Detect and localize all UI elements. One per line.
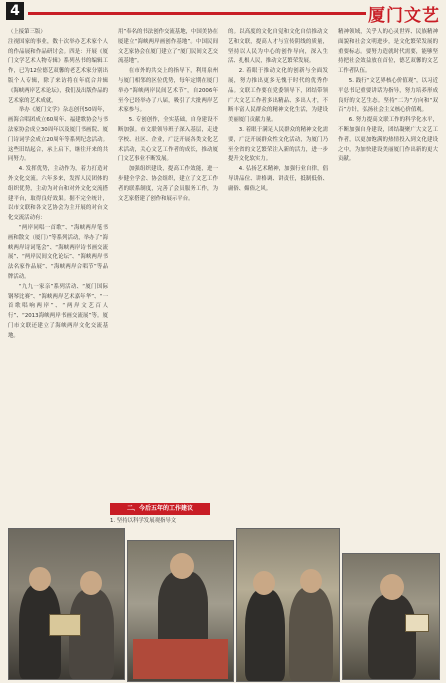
- magazine-title: 厦门文艺: [368, 6, 440, 26]
- photo-signing-table: [127, 540, 234, 682]
- paragraph: 的。以高度的文化自觉和文化自信推动文艺和文联，提高人才与宣传阴线的质量，坚持以人民为中心的创作导向，深入生活、扎根人民，推动文艺繁荣发展。: [228, 29, 328, 65]
- text-column-1: [8, 28, 108, 528]
- section-subhead: 1. 坚持以科学发展观指导文: [110, 518, 177, 524]
- paragraph: 举办《厦门文学》杂志创刊50周年，画海合唱团成立60周年、福建歌协会与书法家协会成立30周年以及厦门书画院、厦门诗词学会成立20周年等系列纪念活动。这些旧结起合，承上启下，继往开来的共同努力。: [8, 107, 108, 163]
- text-column-4: [338, 28, 438, 528]
- paragraph: 2. 着眼于推动文化的创新与全面发展，努力推出更多无愧于时代的优秀作品。文联工作要在党委领导下，团结带领广大文艺工作者多出精品、多出人才，不断丰富人民群众的精神文化生活，为建设美丽厦门贡献力量。: [228, 68, 328, 124]
- paragraph: 用”奉名的书法创作交流基地，中国美协在厦建立“海峡两岸画创作基地”。中国民间文艺家协会在厦门建立了“厦门民间文艺交流基地”。: [118, 29, 218, 65]
- paragraph: 6. 努力提高文联工作的科学化水平，不断加强自身建设，团结凝聚广大文艺工作者，以更加饱满的热情投入到文化建设之中，为加快建设美丽厦门作出新的更大贡献。: [338, 117, 438, 163]
- paragraph: （上接第三版）: [8, 29, 46, 35]
- photo-strip: [0, 528, 446, 683]
- paragraph: “两岸同唱一首歌”、“海峡两岸笔书画和散文（厦门）”等系列活动，举办了“海峡两岸诗词笔会”、“海峡两岸诗书画交流展”、“两岸民间文化论坛”、“海峡两岸书法名家作品展”、“海峡两岸合唱节”等品牌活动。: [8, 224, 108, 280]
- page-number: 4: [6, 2, 24, 20]
- paragraph: 在市外的共交上的指导下，利用泉州与厦门相邻的区位优势，每年定期在厦门举办“海峡两岸民间艺术节”，自2006年至今已经举办了八届，吸引了大批两岸艺术家参与。: [118, 68, 218, 114]
- paragraph: 5. 践行“文艺界核心价值观”，以习近平总书记重要讲话为指导，努力培养形成良好的文艺生态。坚持“二为”方向和“双百”方针，弘扬社会主义核心价值观。: [338, 77, 438, 114]
- paragraph: 注视国家的事业，数十次举办艺术家个人的作品展和作品研讨会。四是：开展《厦门文学艺术人物专辑》系列丛书的编辑工作，已为12位德艺双馨的老艺术家分别出版个人专辑，除了来访将在年底合并辑《海峡两岸艺术论坛》，我们及出版作品的艺术家的艺术成就，: [8, 38, 108, 104]
- text-column-2: [118, 28, 218, 498]
- text-column-3: [228, 28, 328, 528]
- paragraph: 4. 弘扬艺术精神，加强行业自律，倡导讲品位、讲格调、讲责任，抵制低俗、庸俗、媚俗之风。: [228, 166, 328, 192]
- paragraph: 4. 发挥优势，主动作为，着力打造对外文化交流。六年多来，发挥人民团体的组织优势，主动为对台和对外文化交流搭建平台，取得良好效果。据不完全统计，以市文联和各文艺协会为主开展的对台文化交流活动有：: [8, 166, 108, 222]
- paragraph: 3. 着眼于满足人民群众的精神文化需要，广泛开展群众性文化活动，为厦门乃至全省的文艺繁荣注入新的活力，进一步提升文化软实力。: [228, 126, 328, 163]
- paragraph: 精神领域，关乎人的心灵世界、民族精神面貌和社会文明进步，是文化繁荣发展的重要标志。要努力造就时代需要，能够坚持把社会效益放在首位，德艺双馨的文艺工作者队伍。: [338, 29, 438, 75]
- section-heading: 二、今后五年的工作建议: [110, 503, 210, 515]
- paragraph: “九九一家亲”系列活动、“厦门国际钢琴比赛”、“海峡两岸艺术嘉年华”、“一首歌唱响两岸”、“两岸文艺百人行”、“2013海峡两岸书画交流展”等。厦门市文联还建立了海峡两岸文化交流基地。: [8, 283, 108, 339]
- header-rule: [28, 12, 366, 15]
- paragraph: 5. 专创创作，全实基础，自身建设不断加强。市文联领导班子深入基层，走进学校、社区、企业，广泛开展各类文化艺术活动，关心文艺工作者的成长，推动厦门文艺事业不断发展。: [118, 117, 218, 163]
- photo-award-ceremony: [8, 528, 125, 680]
- photo-meeting-group: [236, 528, 340, 682]
- photo-presenter: [342, 553, 440, 680]
- article-columns: [8, 28, 438, 528]
- paragraph: 加强组织建设，提高工作效能，进一步健全学会、协会组织，建立了文艺工作者的联系制度，完善了会员服务工作，为文艺家搭建了创作和展示平台。: [118, 166, 218, 202]
- page-header: [0, 0, 446, 26]
